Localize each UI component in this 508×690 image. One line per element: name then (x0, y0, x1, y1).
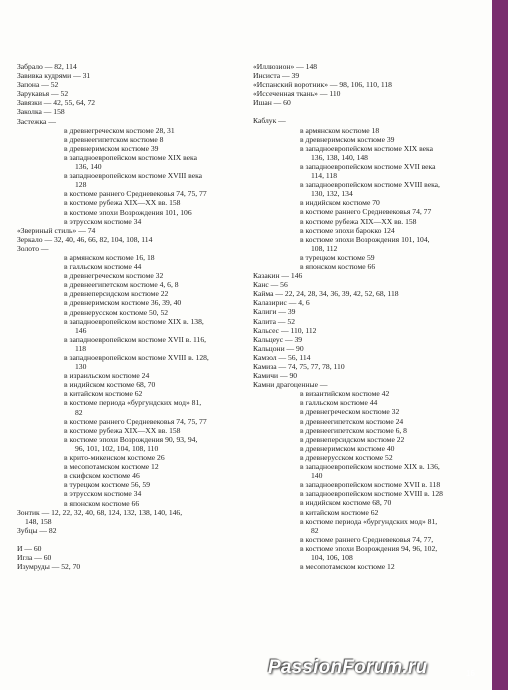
index-entry: «Испанский воротник» — 98, 106, 110, 118 (253, 80, 392, 90)
index-entry: Кайма — 22, 24, 28, 34, 36, 39, 42, 52, 68, 118 (253, 289, 399, 299)
index-subentry: в костюме эпохи Возрождения 101, 106 (64, 207, 192, 217)
index-entry: Калиги — 39 (253, 307, 296, 317)
index-subentry: в индийском костюме 70 (300, 198, 380, 208)
index-entry: Камни драгоценные — (253, 380, 328, 390)
index-subentry: в японском костюме 66 (300, 261, 376, 271)
index-subentry: в костюме рубежа XIX—XX вв. 158 (64, 425, 181, 435)
index-entry: Изумруды — 52, 70 (17, 562, 81, 572)
index-subentry: в турецком костюме 59 (300, 252, 375, 262)
index-subentry: в костюме периода «бургундских мод» 81, (64, 398, 202, 408)
index-subentry: в западноевропейском костюме XIX века (300, 143, 433, 153)
index-column-right (253, 62, 481, 571)
index-subentry: 96, 101, 102, 104, 108, 110 (75, 443, 159, 453)
index-subentry: в израильском костюме 24 (64, 371, 150, 381)
site-watermark: PassionForum.ru (268, 657, 428, 678)
index-subentry: в месопотамском костюме 12 (300, 562, 395, 572)
index-entry: «Иссеченная ткань» — 110 (253, 89, 341, 99)
index-entry: Каблук — (253, 116, 286, 126)
index-subentry: в западноевропейском костюме XIX в. 136, (300, 462, 440, 472)
index-subentry: 136, 140 (75, 162, 102, 172)
index-subentry: в западноевропейском костюме XVIII века (64, 171, 203, 181)
index-entry: И — 60 (17, 543, 42, 553)
page-number: 16 (466, 669, 475, 678)
index-subentry: в армянском костюме 16, 18 (64, 252, 155, 262)
index-entry: Зеркало — 32, 40, 46, 66, 82, 104, 108, 114 (17, 234, 153, 244)
index-subentry: в западноевропейском костюме XVIII в. 128 (300, 489, 443, 499)
section-gap (17, 535, 245, 544)
index-entry: Запона — 52 (17, 80, 59, 90)
index-subentry: 82 (75, 407, 83, 417)
index-subentry: 130 (75, 362, 87, 372)
index-subentry: в костюме раннего Средневековья 74, 77 (300, 207, 432, 217)
index-subentry: в крито-микенском костюме 26 (64, 453, 165, 463)
index-subentry: в древнеримском костюме 39 (300, 134, 395, 144)
index-entry: Завязки — 42, 55, 64, 72 (17, 98, 96, 108)
index-subentry: в галльском костюме 44 (300, 398, 378, 408)
index-subentry: в костюме раннего Средневековья 74, 75, 77 (64, 189, 207, 199)
index-entry: Камзол — 56, 114 (253, 352, 311, 362)
index-subentry: в костюме рубежа XIX—XX вв. 158 (64, 198, 181, 208)
index-subentry: в месопотамском костюме 12 (64, 462, 159, 472)
index-subentry: в древнегреческом костюме 32 (64, 271, 164, 281)
index-entry: Игла — 60 (17, 552, 52, 562)
index-subentry: 130, 132, 134 (311, 189, 353, 199)
index-subentry: в турецком костюме 56, 59 (64, 480, 150, 490)
index-subentry: 114, 118 (311, 171, 338, 181)
index-entry: Кальцеус — 39 (253, 334, 303, 344)
index-subentry: 148, 158 (25, 516, 52, 526)
index-subentry: в галльском костюме 44 (64, 262, 142, 272)
index-entry: Золото — (17, 243, 49, 253)
index-subentry: 118 (75, 343, 87, 353)
index-subentry: в костюме эпохи Возрождения 101, 104, (300, 234, 430, 244)
index-entry: Заколка — 158 (17, 107, 65, 117)
index-subentry: в древнеримском костюме 40 (300, 443, 395, 453)
index-entry: «Звериный стиль» — 74 (17, 225, 96, 235)
index-entry: Камичи — 90 (253, 371, 298, 381)
index-subentry: в древнегреческом костюме 32 (300, 407, 400, 417)
index-entry: Зубцы — 82 (17, 525, 57, 535)
index-entry: Кальцони — 90 (253, 343, 304, 353)
index-subentry: в армянском костюме 18 (300, 125, 380, 135)
index-entry: Зонтик — 12, 22, 32, 40, 68, 124, 132, 138, 140, 146, (17, 507, 183, 517)
index-subentry: в индийском костюме 68, 70 (300, 498, 392, 508)
index-entry: Калазирис — 4, 6 (253, 298, 310, 308)
index-subentry: в древнеперсидском костюме 22 (300, 434, 405, 444)
index-subentry: в древнеегипетском костюме 24 (300, 416, 404, 426)
index-subentry: в древнеегипетском костюме 8 (64, 134, 164, 144)
index-entry: «Иллюзион» — 148 (253, 62, 318, 71)
index-subentry: 82 (311, 525, 319, 535)
index-subentry: 104, 106, 108 (311, 552, 353, 562)
index-subentry: в костюме эпохи барокко 124 (300, 225, 395, 235)
index-subentry: в костюме эпохи Возрождения 94, 96, 102, (300, 543, 438, 553)
index-entry: Инсиста — 39 (253, 71, 300, 81)
index-entry: Завивка кудрями — 31 (17, 71, 91, 81)
index-subentry: в этрусском костюме 34 (64, 216, 142, 226)
index-subentry: в западноевропейском костюме XVII в. 118 (300, 480, 441, 490)
index-subentry: 140 (311, 471, 323, 481)
index-subentry: в древнеегипетском костюме 6, 8 (300, 425, 407, 435)
index-subentry: в западноевропейском костюме XVIII в. 128, (64, 353, 209, 362)
index-entry: Кальсес — 110, 112 (253, 325, 317, 335)
index-subentry: в японском костюме 66 (64, 498, 140, 508)
index-subentry: в костюме раннего Средневековья 74, 77, (300, 534, 434, 544)
index-entry: Камиза — 74, 75, 77, 78, 110 (253, 362, 345, 371)
page-edge-bar (492, 0, 508, 690)
index-subentry: в древнеегипетском костюме 4, 6, 8 (64, 280, 179, 290)
index-subentry: в древнеперсидском костюме 22 (64, 289, 169, 299)
index-subentry: в китайском костюме 62 (300, 507, 379, 517)
index-subentry: в древнерусском костюме 50, 52 (64, 307, 169, 317)
index-entry: Ишан — 60 (253, 98, 291, 108)
index-entry: Застежка — (17, 116, 56, 126)
index-subentry: в скифском костюме 46 (64, 471, 140, 481)
index-subentry: в древнерусском костюме 52 (300, 452, 393, 462)
index-subentry: в древнеримском костюме 36, 39, 40 (64, 298, 182, 308)
index-subentry: в западноевропейском костюме XVIII века, (300, 180, 440, 190)
index-subentry: в византийском костюме 42 (300, 389, 390, 399)
index-subentry: 128 (75, 180, 87, 190)
index-subentry: 108, 112 (311, 243, 338, 253)
index-entry: Забрало — 82, 114 (17, 62, 77, 71)
index-subentry: в китайском костюме 62 (64, 389, 143, 399)
section-gap (253, 107, 481, 116)
index-entry: Калита — 52 (253, 316, 296, 326)
index-column-left (17, 62, 245, 571)
index-entry: Зарукавья — 52 (17, 89, 69, 99)
index-entry: Казакин — 146 (253, 271, 303, 281)
index-subentry: в западноевропейском костюме XIX в. 138, (64, 316, 204, 326)
index-subentry: в костюме периода «бургундских мод» 81, (300, 516, 438, 526)
index-subentry: в индийском костюме 68, 70 (64, 380, 156, 390)
index-subentry: в этрусском костюме 34 (64, 489, 142, 499)
index-subentry: 136, 138, 140, 148 (311, 152, 368, 162)
index-subentry: 146 (75, 325, 87, 335)
index-entry: Канс — 56 (253, 280, 288, 290)
index-subentry: в костюме раннего Средневековья 74, 75, 77 (64, 416, 207, 426)
index-subentry: в западноевропейском костюме XVII в. 116, (64, 334, 207, 344)
index-subentry: в древнегреческом костюме 28, 31 (64, 125, 175, 135)
index-subentry: в западноевропейском костюме XIX века (64, 152, 197, 162)
index-subentry: в костюме эпохи Возрождения 90, 93, 94, (64, 434, 198, 444)
index-subentry: в древнеримском костюме 39 (64, 143, 159, 153)
index-subentry: в костюме рубежа XIX—XX вв. 158 (300, 216, 417, 226)
index-subentry: в западноевропейском костюме XVII века (300, 161, 436, 171)
